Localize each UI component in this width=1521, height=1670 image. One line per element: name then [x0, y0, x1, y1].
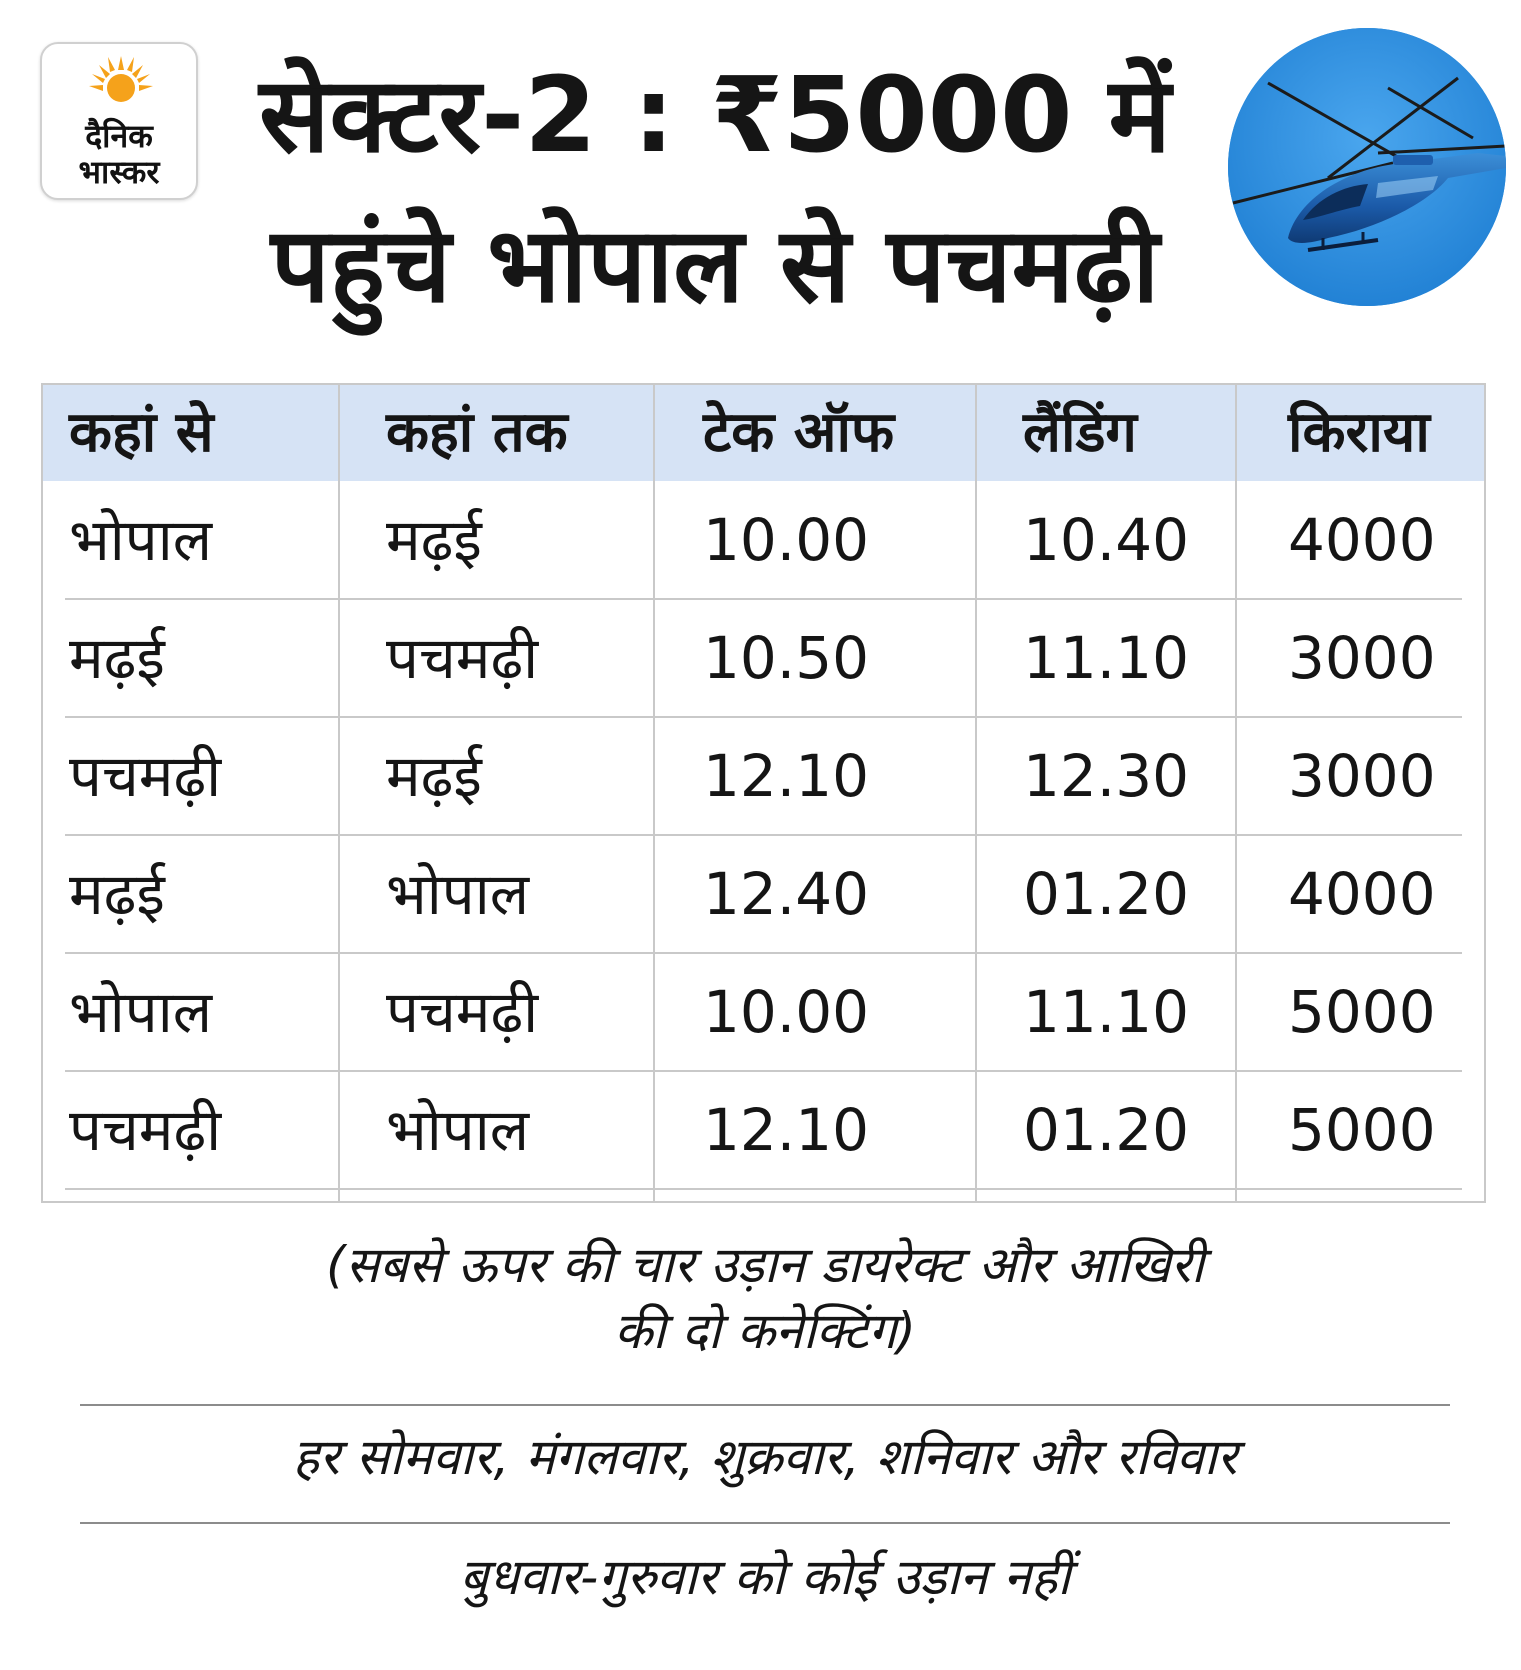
header-takeoff: टेक ऑफ	[703, 400, 895, 465]
cell-landing: 12.30	[1023, 742, 1190, 810]
column-divider	[975, 385, 977, 1201]
table-header-row	[43, 385, 1484, 481]
cell-from: भोपाल	[69, 978, 213, 1046]
logo-line-1: दैनिक	[85, 117, 153, 155]
page-title	[220, 40, 1210, 340]
cell-to: भोपाल	[386, 1096, 530, 1164]
cell-fare: 5000	[1288, 978, 1436, 1046]
cell-takeoff: 12.10	[703, 742, 870, 810]
cell-fare: 4000	[1288, 506, 1436, 574]
cell-to: मढ़ई	[386, 506, 482, 574]
logo-line-2: भास्कर	[78, 153, 160, 191]
flights-note-line-2: की दो कनेक्टिंग)	[614, 1302, 916, 1360]
cell-to: मढ़ई	[386, 742, 482, 810]
cell-takeoff: 10.50	[703, 624, 870, 692]
header-landing: लैंडिंग	[1023, 400, 1137, 465]
title-line-2: पहुंचे भोपाल से पचमढ़ी	[270, 204, 1160, 326]
header-to: कहां तक	[386, 400, 568, 465]
cell-landing: 01.20	[1023, 860, 1190, 928]
header-from: कहां से	[69, 400, 214, 465]
fare-schedule-table	[41, 383, 1486, 1203]
cell-to: पचमढ़ी	[386, 624, 539, 692]
cell-takeoff: 12.40	[703, 860, 870, 928]
sun-icon	[86, 52, 156, 114]
header-fare: किराया	[1288, 400, 1430, 465]
cell-landing: 10.40	[1023, 506, 1190, 574]
cell-from: पचमढ़ी	[69, 742, 222, 810]
cell-takeoff: 12.10	[703, 1096, 870, 1164]
cell-to: पचमढ़ी	[386, 978, 539, 1046]
cell-fare: 3000	[1288, 742, 1436, 810]
cell-landing: 01.20	[1023, 1096, 1190, 1164]
helicopter-photo	[1228, 28, 1506, 306]
cell-landing: 11.10	[1023, 978, 1190, 1046]
operating-days: हर सोमवार, मंगलवार, शुक्रवार, शनिवार और रविवार	[292, 1428, 1238, 1486]
flights-note	[80, 1232, 1450, 1364]
helicopter-icon	[1228, 28, 1506, 306]
cell-from: पचमढ़ी	[69, 1096, 222, 1164]
column-divider	[653, 385, 655, 1201]
column-divider	[1235, 385, 1237, 1201]
logo-wordmark	[42, 118, 196, 190]
cell-from: मढ़ई	[69, 624, 165, 692]
flights-note-line-1: (सबसे ऊपर की चार उड़ान डायरेक्ट और आखिरी	[326, 1236, 1204, 1294]
cell-from: मढ़ई	[69, 860, 165, 928]
column-divider	[338, 385, 340, 1201]
no-flight-days: बुधवार-गुरुवार को कोई उड़ान नहीं	[459, 1548, 1071, 1606]
title-line-1: सेक्टर-2 : ₹5000 में	[259, 54, 1171, 176]
cell-to: भोपाल	[386, 860, 530, 928]
cell-from: भोपाल	[69, 506, 213, 574]
divider	[80, 1404, 1450, 1406]
cell-fare: 3000	[1288, 624, 1436, 692]
cell-fare: 4000	[1288, 860, 1436, 928]
divider	[80, 1522, 1450, 1524]
cell-takeoff: 10.00	[703, 978, 870, 1046]
cell-takeoff: 10.00	[703, 506, 870, 574]
cell-landing: 11.10	[1023, 624, 1190, 692]
cell-fare: 5000	[1288, 1096, 1436, 1164]
dainik-bhaskar-logo	[40, 42, 198, 200]
